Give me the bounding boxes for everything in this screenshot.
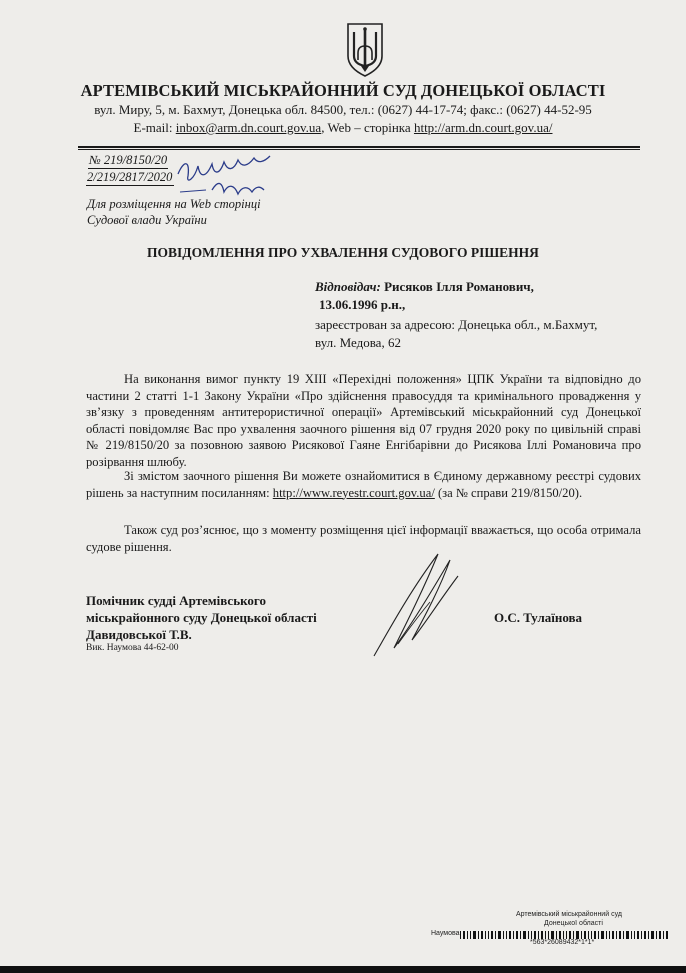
stamp-code: *563*26089432*1*1*	[530, 939, 595, 946]
stamp-court-line1: Артемівський міськрайонний суд	[516, 911, 622, 918]
executor-line: Вик. Наумова 44-62-00	[86, 643, 179, 653]
court-address: вул. Миру, 5, м. Бахмут, Донецька обл. 84500, тел.: (0627) 44-17-74; факс.: (0627) 44-52-95	[94, 102, 592, 117]
body-paragraph-2: Зі змістом заочного рішення Ви можете ознайомитися в Єдиному державному реєстрі судових рішень за наступним посиланням: http://www.reyestr.court.gov.ua/ (за № справи 219/8150/20).	[86, 469, 641, 500]
recipient-label: Відповідач:	[315, 279, 381, 294]
recipient-line	[315, 279, 534, 295]
web-label: , Web – сторінка	[321, 120, 414, 135]
coat-of-arms-icon	[345, 22, 385, 78]
case-number: № 219/8150/20	[89, 153, 168, 167]
signature-title-line3: Давидовської Т.В.	[86, 627, 192, 642]
email-link[interactable]: inbox@arm.dn.court.gov.ua	[175, 120, 322, 135]
header-divider	[78, 146, 640, 148]
signature-title-line1: Помічник судді Артемівського	[86, 593, 266, 608]
registration-number: 2/219/2817/2020	[87, 170, 173, 184]
stamp-court-line2: Донецької області	[544, 920, 603, 927]
handwritten-signature	[368, 548, 468, 660]
court-contacts	[0, 120, 686, 136]
case-number-underline	[88, 168, 168, 169]
stamp-clerk: Наумова	[431, 930, 460, 937]
publication-note-line1: Для розміщення на Web сторінці	[87, 197, 261, 211]
document-heading: ПОВІДОМЛЕННЯ ПРО УХВАЛЕННЯ СУДОВОГО РІШЕННЯ	[147, 245, 539, 260]
signer-name: О.С. Тулаїнова	[494, 610, 583, 625]
court-name: АРТЕМІВСЬКИЙ МІСЬКРАЙОННИЙ СУД ДОНЕЦЬКОЇ ОБЛАСТІ	[80, 81, 606, 100]
registry-link[interactable]: http://www.reyestr.court.gov.ua/	[272, 485, 435, 500]
registration-number-underline	[86, 185, 174, 186]
recipient-name: Рисяков Ілля Романович,	[380, 279, 534, 294]
publication-note-line2: Судової влади України	[87, 213, 207, 227]
email-label: E-mail:	[133, 120, 176, 135]
header-divider-thin	[78, 149, 640, 150]
body-paragraph-3: Також суд роз’яснює, що з моменту розміщення цієї інформації вважається, що особа отримала судове рішення.	[86, 523, 641, 554]
recipient-dob: 13.06.1996 р.н.,	[319, 297, 406, 312]
recipient-address-line1: зареєстрован за адресою: Донецька обл., м.Бахмут,	[315, 317, 598, 332]
website-link[interactable]: http://arm.dn.court.gov.ua/	[413, 120, 553, 135]
handwritten-annotation	[172, 150, 284, 202]
scan-edge	[0, 966, 686, 973]
signature-title-line2: міськрайонного суду Донецької області	[86, 610, 317, 625]
barcode	[460, 931, 670, 939]
recipient-address-line2: вул. Медова, 62	[315, 335, 401, 350]
body-paragraph-1: На виконання вимог пункту 19 XIII «Перехідні положення» ЦПК України та відповідно до частини 2 статті 1-1 Закону України «Про здійснення правосуддя та кримінального провадження у зв’язку з проведенням антитерористичної операції» Артемівський міськрайонний суд Донецької області повідомляє Вас про ухвалення заочного рішення від 07 грудня 2020 року по цивільній справі № 219/8150/20 за позовною заявою Рисякової Гаяне Енгібарівни до Рисякова Іллі Романовича про розірвання шлюбу.	[86, 372, 641, 469]
